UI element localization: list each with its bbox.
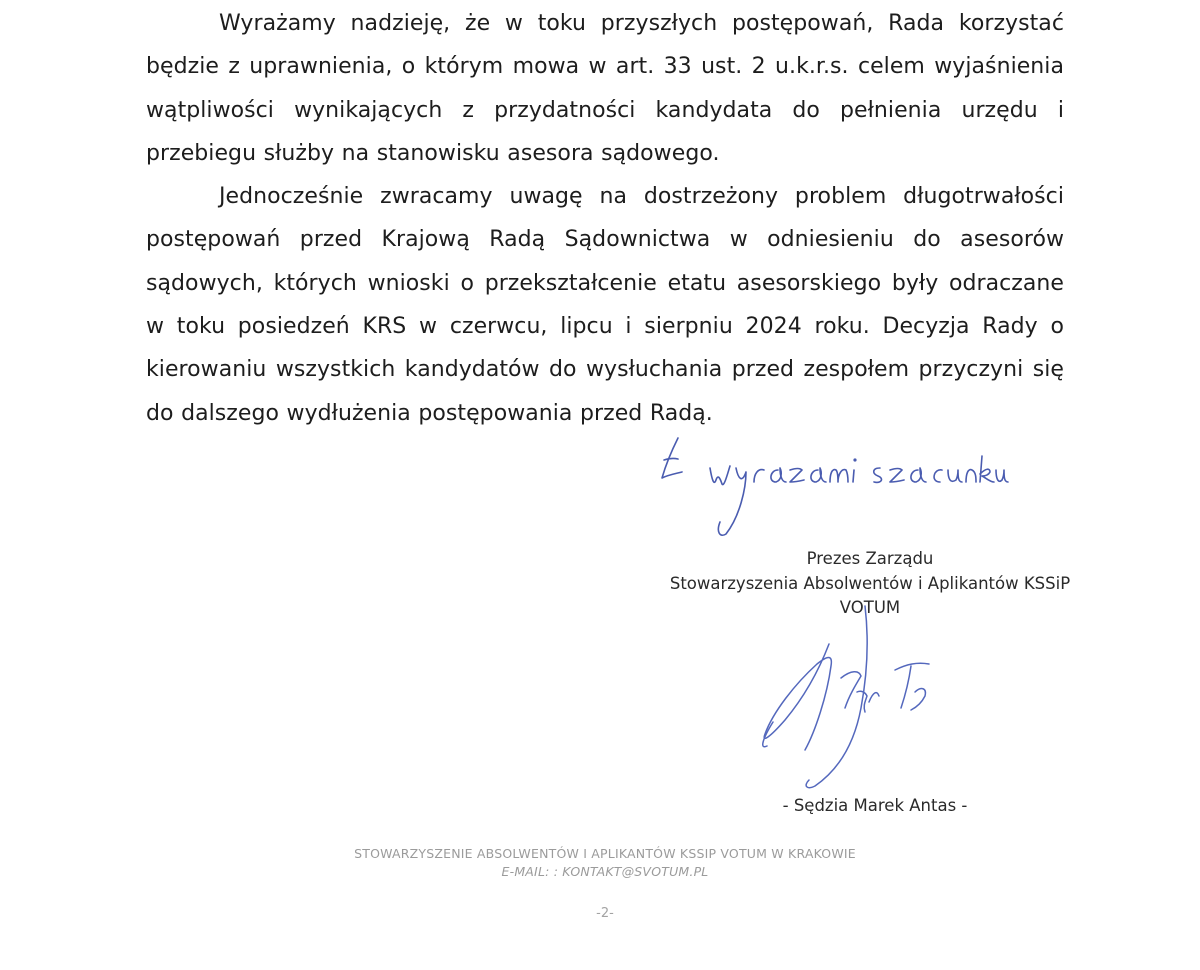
handwritten-closing <box>650 428 1010 548</box>
organization-name: Stowarzyszenia Absolwentów i Aplikantów KSSiP <box>669 573 1071 593</box>
page-footer <box>300 845 910 881</box>
paragraph-concern: Jednocześnie zwracamy uwagę na dostrzeżony problem długotrwałości postępowań przed Krajową Radą Sądownictwa w odniesieniu do asesorów sądowych, których wnioski o przekształcenie etatu asesorskiego były odraczane w toku posiedzeń KRS w czerwcu, lipcu i sierpniu 2024 roku. Decyzja Rady o kierowaniu wszystkich kandydatów do wysłuchania przed zespołem przyczyni się do dalszego wydłużenia postępowania przed Radą. <box>146 184 1064 426</box>
handwritten-signature <box>745 600 965 800</box>
footer-email: E-MAIL: : KONTAKT@SVOTUM.PL <box>501 864 709 879</box>
page-number: -2- <box>596 906 614 921</box>
paragraph-hope: Wyrażamy nadzieję, że w toku przyszłych postępowań, Rada korzystać będzie z uprawnienia, o którym mowa w art. 33 ust. 2 u.k.r.s. celem wyjaśnienia wątpliwości wynikających z przydatności kandydata do pełnienia urzędu i przebiegu służby na stanowisku asesora sądowego. <box>146 11 1064 166</box>
signer-name: - Sędzia Marek Antas - <box>782 796 968 815</box>
footer-organization: STOWARZYSZENIE ABSOLWENTÓW I APLIKANTÓW KSSIP VOTUM W KRAKOWIE <box>354 846 856 861</box>
position-title: Prezes Zarządu <box>806 549 934 568</box>
organization-short: VOTUM <box>839 598 901 617</box>
letter-body <box>146 2 1064 435</box>
